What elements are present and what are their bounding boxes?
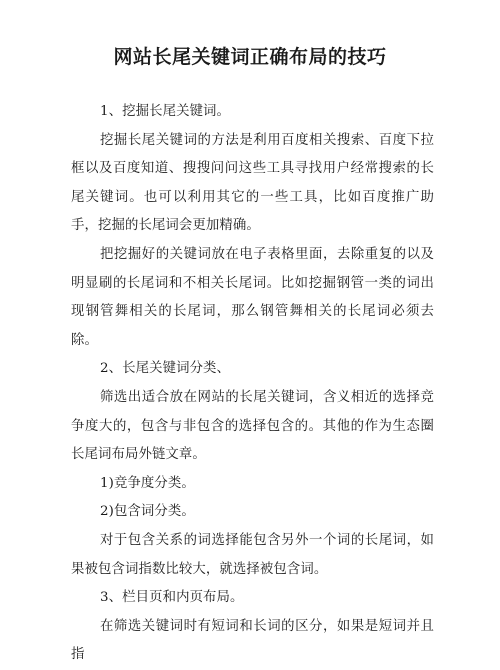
paragraph: 对于包含关系的词选择能包含另外一个词的长尾词，如果被包含词指数比较大，就选择被包含词。 (71, 532, 434, 577)
paragraph-sub-item-1: 1)竞争度分类。 (100, 475, 195, 491)
document-title: 网站长尾关键词正确布局的技巧 (113, 46, 387, 68)
paragraph: 把挖掘好的关键词放在电子表格里面，去除重复的以及明显刷的长尾词和不相关长尾词。比如挖掘钢管一类的词出现钢管舞相关的长尾词，那么钢管舞相关的长尾词必须去除。 (71, 246, 434, 348)
paragraph-cut-off: 在筛选关键词时有短词和长词的区分，如果是短词并且指 (71, 618, 434, 663)
document-body (71, 98, 434, 670)
paragraph-step-2: 2、长尾关键词分类、 (100, 361, 231, 377)
paragraph-step-1: 1、挖掘长尾关键词。 (100, 104, 231, 119)
paragraph-sub-item-2: 2)包含词分类。 (100, 504, 195, 520)
paragraph: 挖掘长尾关键词的方法是利用百度相关搜索、百度下拉框以及百度知道、搜搜问问这些工具寻找用户经常搜索的长尾关键词。也可以利用其它的一些工具，比如百度推广助手，挖掘的长尾词会更加精确。 (71, 132, 434, 234)
paragraph: 筛选出适合放在网站的长尾关键词，含义相近的选择竞争度大的，包含与非包含的选择包含的。其他的作为生态圈长尾词布局外链文章。 (71, 389, 434, 463)
paragraph-step-3: 3、栏目页和内页布局。 (100, 590, 244, 606)
